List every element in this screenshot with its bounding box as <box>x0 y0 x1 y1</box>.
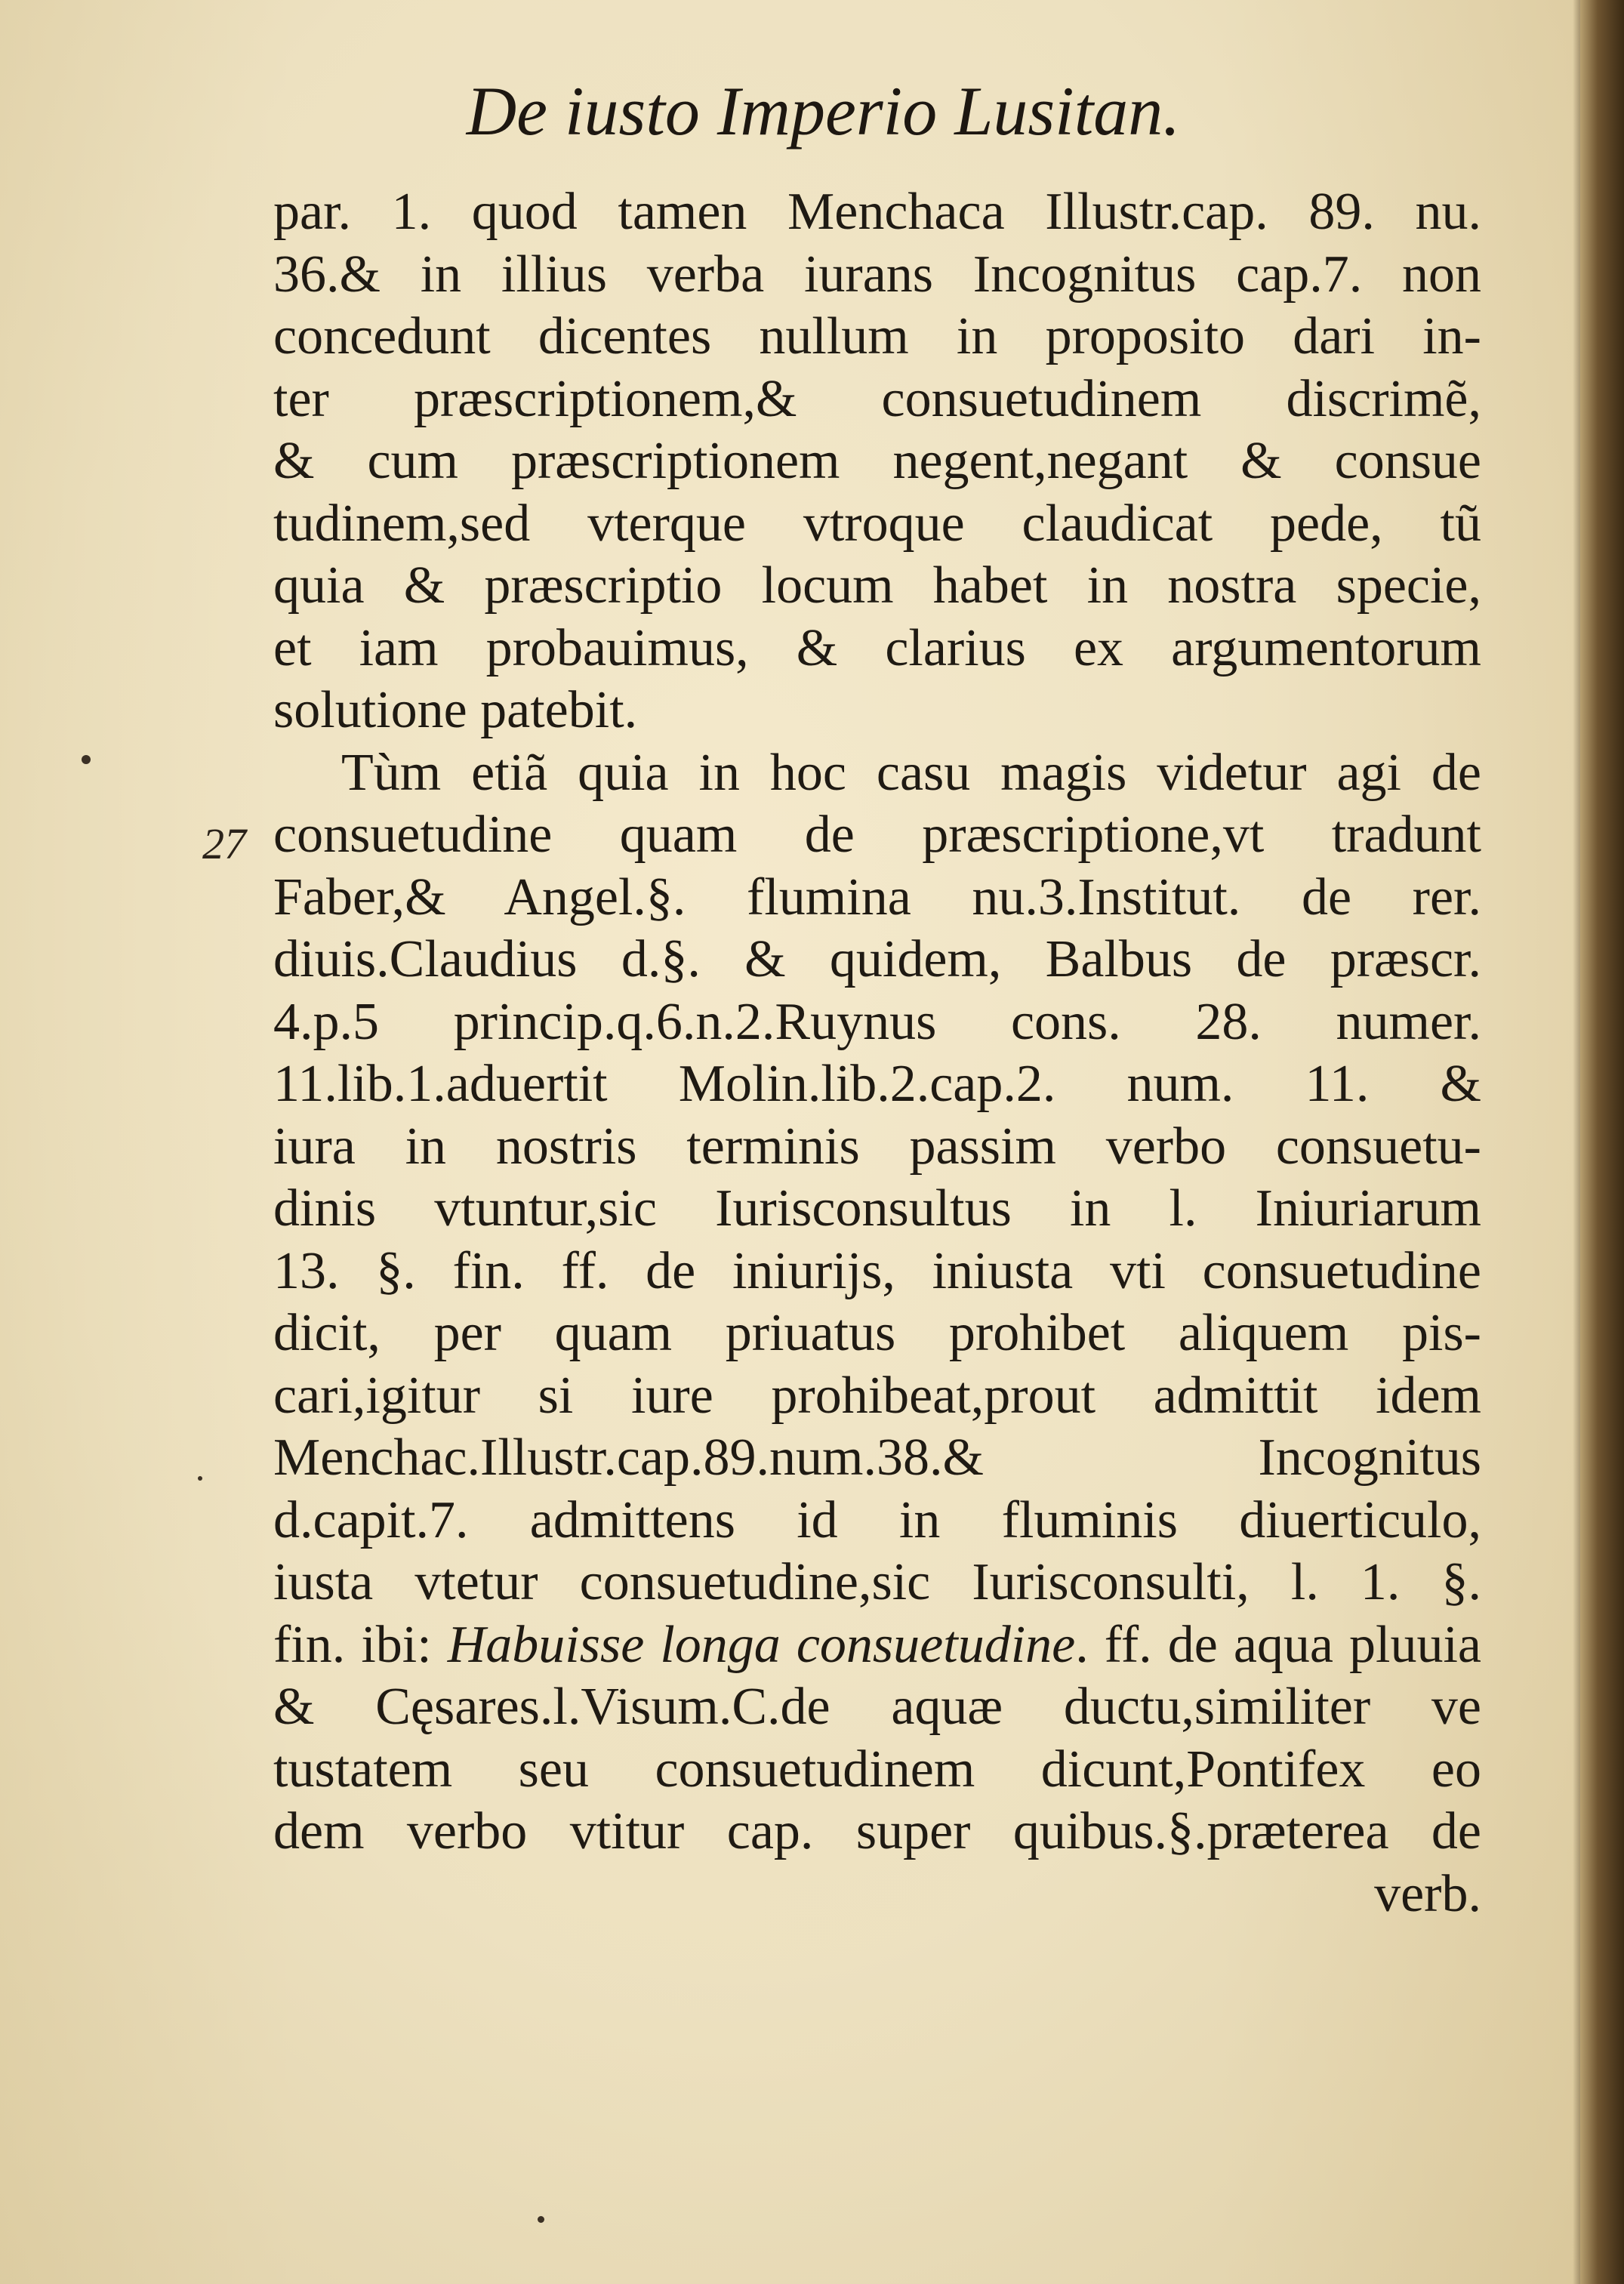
text-line: iusta vtetur consuetudine,sic Iurisconsulti, l. 1. §. <box>273 1553 1481 1611</box>
text-line: iura in nostris terminis passim verbo consuetu- <box>273 1117 1481 1176</box>
italic-quotation: Habuisse longa consuetudine <box>447 1615 1076 1674</box>
text-line: dem verbo vtitur cap. super quibus.§.præterea de <box>273 1802 1481 1860</box>
text-line: ter præscriptionem,& consuetudinem discrimẽ, <box>273 369 1481 428</box>
text-line: 4.p.5 princip.q.6.n.2.Ruynus cons. 28. numer. <box>273 992 1481 1051</box>
ink-speck <box>538 2216 544 2223</box>
text-line: dicit, per quam priuatus prohibet aliquem pis- <box>273 1304 1481 1362</box>
marginal-number: 27 <box>202 819 246 868</box>
text-line: & cum præscriptionem negent,negant & consue <box>273 432 1481 490</box>
text-line: Menchac.Illustr.cap.89.num.38.& Incognitus <box>273 1429 1481 1487</box>
text-line-with-italic <box>273 1614 1481 1677</box>
text-line: dinis vtuntur,sic Iurisconsultus in l. Iniuriarum <box>273 1179 1481 1238</box>
text-line: & Cęsares.l.Visum.C.de aquæ ductu,similiter ve <box>273 1678 1481 1736</box>
text-line: cari,igitur si iure prohibeat,prout admittit idem <box>273 1366 1481 1425</box>
catchword: verb. <box>1374 1864 1481 1923</box>
text-line: diuis.Claudius d.§. & quidem, Balbus de præscr. <box>273 930 1481 988</box>
running-header: De iusto Imperio Lusitan. <box>466 72 1181 149</box>
text-line: Faber,& Angel.§. flumina nu.3.Institut. de rer. <box>273 868 1481 926</box>
text-line: d.capit.7. admittens id in fluminis diuerticulo, <box>273 1490 1481 1549</box>
text-line: 36.& in illius verba iurans Incognitus cap.7. non <box>273 245 1481 304</box>
ink-speck <box>82 755 91 764</box>
text-line: Tùm etiã quia in hoc casu magis videtur agi de <box>341 743 1481 802</box>
text-line: quia & præscriptio locum habet in nostra specie, <box>273 556 1481 615</box>
text-segment: . ff. de aqua pluuia <box>1075 1615 1481 1674</box>
text-line: tudinem,sed vterque vtroque claudicat pede, tũ <box>273 494 1481 553</box>
body-text <box>273 181 1481 1925</box>
book-spine <box>1580 0 1624 2284</box>
spine-shadow <box>1573 0 1580 2284</box>
text-line: concedunt dicentes nullum in proposito dari in- <box>273 307 1481 365</box>
text-line: 13. §. fin. ff. de iniurijs, iniusta vti consuetudine <box>273 1241 1481 1300</box>
text-line: consuetudine quam de præscriptione,vt tradunt <box>273 806 1481 864</box>
text-line: 11.lib.1.aduertit Molin.lib.2.cap.2. num. 11. & <box>273 1055 1481 1113</box>
text-line: tustatem seu consuetudinem dicunt,Pontifex eo <box>273 1740 1481 1799</box>
ink-speck <box>198 1476 202 1481</box>
text-segment: fin. ibi: <box>273 1615 448 1674</box>
text-line: par. 1. quod tamen Menchaca Illustr.cap. 89. nu. <box>273 183 1481 241</box>
text-line: solutione patebit. <box>273 681 638 739</box>
text-line: et iam probauimus, & clarius ex argumentorum <box>273 618 1481 677</box>
